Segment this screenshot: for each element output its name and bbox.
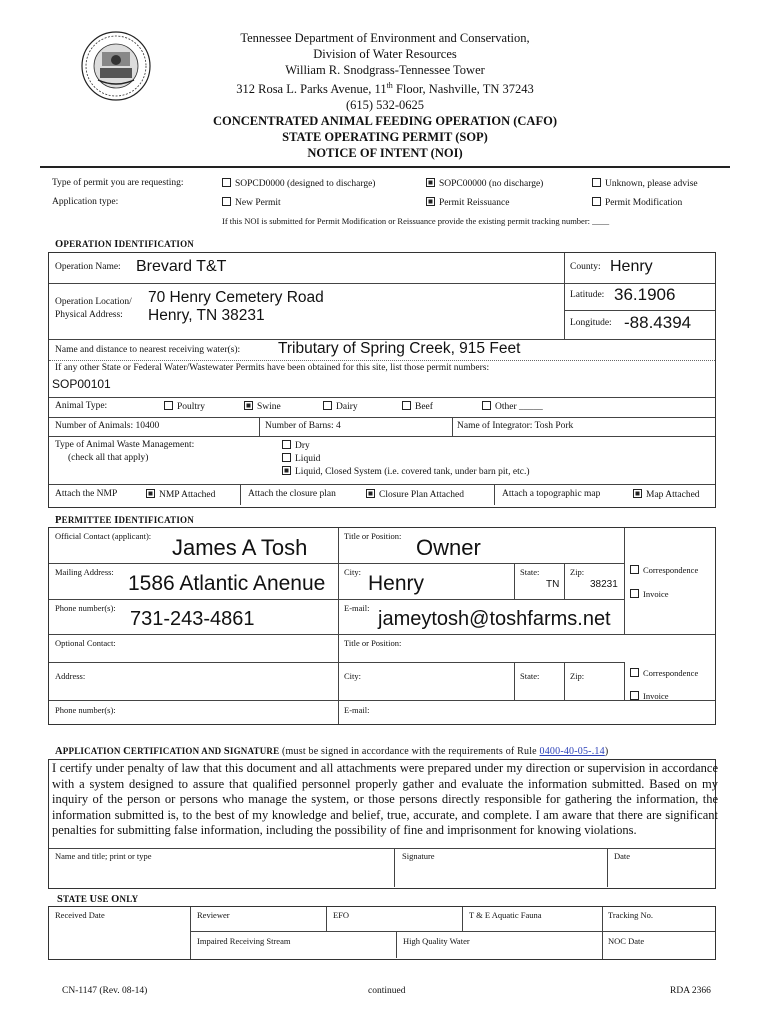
optional-email-label: E-mail: xyxy=(344,705,370,715)
checkbox-checked-icon[interactable] xyxy=(426,197,435,206)
animal-other[interactable]: Other _____ xyxy=(482,401,543,412)
rda-number: RDA 2366 xyxy=(670,986,711,996)
form-number: CN-1147 (Rev. 08-14) xyxy=(62,986,148,996)
checkbox-checked-icon[interactable] xyxy=(244,401,253,410)
form-title-3: NOTICE OF INTENT (NOI) xyxy=(307,146,463,161)
zip-label: Zip: xyxy=(570,567,585,577)
official-contact-field[interactable]: James A Tosh xyxy=(172,535,308,560)
noc-date-label: NOC Date xyxy=(608,936,645,946)
physical-address-label: Physical Address: xyxy=(55,310,123,320)
permit-option-sopcd[interactable]: SOPCD0000 (designed to discharge) xyxy=(222,178,375,189)
checkbox-checked-icon[interactable] xyxy=(146,489,155,498)
row-divider xyxy=(49,484,715,485)
cell-divider xyxy=(564,564,565,599)
row-divider xyxy=(49,599,624,600)
checkbox-icon[interactable] xyxy=(222,178,231,187)
cell-divider xyxy=(394,849,395,887)
official-contact-label: Official Contact (applicant): xyxy=(55,531,152,541)
title-position-field[interactable]: Owner xyxy=(416,535,481,560)
optional-correspondence-option[interactable]: Correspondence xyxy=(630,668,698,678)
number-of-barns[interactable]: Number of Barns: 4 xyxy=(265,421,341,431)
receiving-water-field[interactable]: Tributary of Spring Creek, 915 Feet xyxy=(278,340,521,357)
checkbox-icon[interactable] xyxy=(282,440,291,449)
state-use-title: STATE USE ONLY xyxy=(57,894,139,905)
building-name: William R. Snodgrass-Tennessee Tower xyxy=(285,63,485,77)
zip-field[interactable]: 38231 xyxy=(590,579,618,590)
row-divider xyxy=(49,283,715,284)
location-line2-field[interactable]: Henry, TN 38231 xyxy=(148,307,265,324)
phone-label: Phone number(s): xyxy=(55,603,116,613)
row-divider xyxy=(49,634,715,635)
cell-divider xyxy=(514,663,515,700)
street-address: 312 Rosa L. Parks Avenue, 11th Floor, Nashville, TN 37243 xyxy=(236,81,534,97)
permit-option-sopc[interactable]: SOPC00000 (no discharge) xyxy=(426,178,543,189)
aquatic-fauna-label: T & E Aquatic Fauna xyxy=(469,910,542,920)
cell-divider xyxy=(326,907,327,931)
cell-divider xyxy=(462,907,463,931)
receiving-water-label: Name and distance to nearest receiving water(s): xyxy=(55,345,241,355)
animal-beef[interactable]: Beef xyxy=(402,401,433,412)
attach-closure-label: Attach the closure plan xyxy=(248,489,336,499)
number-of-animals[interactable]: Number of Animals: 10400 xyxy=(55,421,160,431)
cell-divider xyxy=(240,485,241,505)
checkbox-icon[interactable] xyxy=(592,178,601,187)
optional-title-label: Title or Position: xyxy=(344,638,402,648)
latitude-label: Latitude: xyxy=(570,290,605,300)
agency-name: Tennessee Department of Environment and Conservation, xyxy=(240,31,530,45)
tracking-number-note: If this NOI is submitted for Permit Modification or Reissuance provide the existing permit tracking number: ____ xyxy=(222,216,610,226)
attach-nmp-label: Attach the NMP xyxy=(55,489,118,499)
row-divider xyxy=(49,563,624,564)
cell-divider xyxy=(602,907,603,959)
waste-liquid[interactable]: Liquid xyxy=(282,453,320,464)
checkbox-icon[interactable] xyxy=(630,565,639,574)
permit-type-label: Type of permit you are requesting: xyxy=(52,178,184,188)
impaired-stream-label: Impaired Receiving Stream xyxy=(197,936,291,946)
optional-city-label: City: xyxy=(344,671,362,681)
row-divider xyxy=(564,310,715,311)
email-label: E-mail: xyxy=(344,603,370,613)
checkbox-icon[interactable] xyxy=(630,668,639,677)
cell-divider xyxy=(564,663,565,700)
date-label: Date xyxy=(614,851,631,861)
row-divider xyxy=(190,931,715,932)
column-divider xyxy=(624,662,625,700)
permit-option-unknown[interactable]: Unknown, please advise xyxy=(592,178,698,189)
cell-divider xyxy=(452,418,453,436)
received-date-label: Received Date xyxy=(55,910,105,920)
operation-name-label: Operation Name: xyxy=(55,262,121,272)
checkbox-icon[interactable] xyxy=(164,401,173,410)
cell-divider xyxy=(259,418,260,436)
permittee-section-title: PERMITTEE IDENTIFICATION xyxy=(55,515,194,526)
optional-state-label: State: xyxy=(520,671,540,681)
column-divider xyxy=(338,528,339,724)
checkbox-checked-icon[interactable] xyxy=(366,489,375,498)
county-divider xyxy=(564,253,565,339)
city-label: City: xyxy=(344,567,362,577)
checkbox-icon[interactable] xyxy=(323,401,332,410)
animal-swine[interactable]: Swine xyxy=(244,401,281,412)
closure-plan-attached[interactable]: Closure Plan Attached xyxy=(366,489,464,500)
state-label: State: xyxy=(520,567,540,577)
phone-field[interactable]: 731-243-4861 xyxy=(130,608,255,630)
high-quality-water-label: High Quality Water xyxy=(403,936,470,946)
animal-poultry[interactable]: Poultry xyxy=(164,401,205,412)
efo-label: EFO xyxy=(333,910,350,920)
longitude-label: Longitude: xyxy=(570,318,612,328)
mailing-address-field[interactable]: 1586 Atlantic Anenue xyxy=(128,572,326,595)
app-option-modification[interactable]: Permit Modification xyxy=(592,197,682,208)
cell-divider xyxy=(514,564,515,599)
checkbox-checked-icon[interactable] xyxy=(282,466,291,475)
tracking-no-label: Tracking No. xyxy=(608,910,654,920)
row-divider xyxy=(49,700,715,701)
cell-divider xyxy=(396,931,397,958)
signature-label: Signature xyxy=(402,851,435,861)
location-label: Operation Location/ xyxy=(55,297,132,307)
checkbox-icon[interactable] xyxy=(592,197,601,206)
continued-note: continued xyxy=(368,986,406,996)
waste-mgmt-sublabel: (check all that apply) xyxy=(68,453,149,463)
other-permits-field[interactable]: SOP00101 xyxy=(52,377,111,391)
other-permits-label: If any other State or Federal Water/Wastewater Permits have been obtained for this site, list those permit numbers: xyxy=(55,363,490,373)
checkbox-icon[interactable] xyxy=(630,589,639,598)
row-divider xyxy=(49,417,715,418)
cell-divider xyxy=(494,485,495,505)
mailing-address-label: Mailing Address: xyxy=(55,567,114,577)
reviewer-label: Reviewer xyxy=(197,910,230,920)
animal-type-label: Animal Type: xyxy=(55,401,108,411)
checkbox-icon[interactable] xyxy=(482,401,491,410)
optional-zip-label: Zip: xyxy=(570,671,585,681)
cell-divider xyxy=(190,907,191,959)
checkbox-checked-icon[interactable] xyxy=(426,178,435,187)
nmp-attached[interactable]: NMP Attached xyxy=(146,489,215,500)
column-divider xyxy=(624,528,625,634)
app-option-reissuance[interactable]: Permit Reissuance xyxy=(426,197,509,208)
agency-phone: (615) 532-0625 xyxy=(345,98,425,113)
checkbox-icon[interactable] xyxy=(402,401,411,410)
location-line1-field[interactable]: 70 Henry Cemetery Road xyxy=(148,289,324,306)
row-divider xyxy=(49,436,715,437)
optional-contact-label: Optional Contact: xyxy=(55,638,116,648)
row-divider xyxy=(49,662,624,663)
application-type-label: Application type: xyxy=(52,197,119,207)
checkbox-icon[interactable] xyxy=(630,691,639,700)
state-field[interactable]: TN xyxy=(546,579,560,590)
attach-topo-label: Attach a topographic map xyxy=(502,489,601,499)
longitude-field[interactable]: -88.4394 xyxy=(624,313,692,332)
city-field[interactable]: Henry xyxy=(368,572,425,595)
waste-liquid-closed[interactable]: Liquid, Closed System (i.e. covered tank, under barn pit, etc.) xyxy=(282,466,530,477)
title-position-label: Title or Position: xyxy=(344,531,402,541)
row-divider xyxy=(49,397,715,398)
form-title-2: STATE OPERATING PERMIT (SOP) xyxy=(282,130,488,145)
waste-mgmt-label: Type of Animal Waste Management: xyxy=(55,440,195,450)
rule-link[interactable]: 0400-40-05-.14 xyxy=(539,746,605,757)
operation-section-title: OPERATION IDENTIFICATION xyxy=(55,239,195,250)
header-divider xyxy=(40,166,730,168)
latitude-field[interactable]: 36.1906 xyxy=(614,285,676,304)
operation-name-field[interactable]: Brevard T&T xyxy=(136,258,227,275)
county-label: County: xyxy=(570,262,601,272)
checkbox-icon[interactable] xyxy=(222,197,231,206)
app-option-new[interactable]: New Permit xyxy=(222,197,281,208)
row-divider xyxy=(49,360,715,361)
integrator-name[interactable]: Name of Integrator: Tosh Pork xyxy=(457,421,574,431)
checkbox-checked-icon[interactable] xyxy=(633,489,642,498)
waste-dry[interactable]: Dry xyxy=(282,440,310,451)
optional-invoice-option[interactable]: Invoice xyxy=(630,691,669,701)
division-name: Division of Water Resources xyxy=(313,47,457,61)
email-field[interactable]: jameytosh@toshfarms.net xyxy=(378,608,611,630)
tracking-number-field[interactable]: ____ xyxy=(592,216,610,226)
animal-dairy[interactable]: Dairy xyxy=(323,401,358,412)
form-title-1: CONCENTRATED ANIMAL FEEDING OPERATION (CAFO) xyxy=(212,114,557,129)
correspondence-option[interactable]: Correspondence xyxy=(630,565,698,575)
optional-address-label: Address: xyxy=(55,671,86,681)
optional-phone-label: Phone number(s): xyxy=(55,705,116,715)
certification-text: I certify under penalty of law that this document and all attachments were prepared under my direction or supervision in accordance with a system designed to assure that qualified personnel properly gather and evaluate the information submitted. Based on my inquiry of the person or persons who manage the system, or those persons directly responsible for gathering the information, the information submitted is, to the best of my knowledge and belief, true, accurate, and complete. I am aware that there are significant penalties for submitting false information, including the possibility of fine and imprisonment for knowing violations. xyxy=(52,761,718,837)
row-divider xyxy=(49,848,715,849)
print-name-label: Name and title; print or type xyxy=(55,851,152,861)
map-attached[interactable]: Map Attached xyxy=(633,489,700,500)
invoice-option[interactable]: Invoice xyxy=(630,589,669,599)
cell-divider xyxy=(607,849,608,887)
county-field[interactable]: Henry xyxy=(610,258,653,275)
certification-title: APPLICATION CERTIFICATION AND SIGNATURE (must be signed in accordance with the requirements of Rule 0400-40-05-.14) xyxy=(55,746,609,757)
checkbox-icon[interactable] xyxy=(282,453,291,462)
